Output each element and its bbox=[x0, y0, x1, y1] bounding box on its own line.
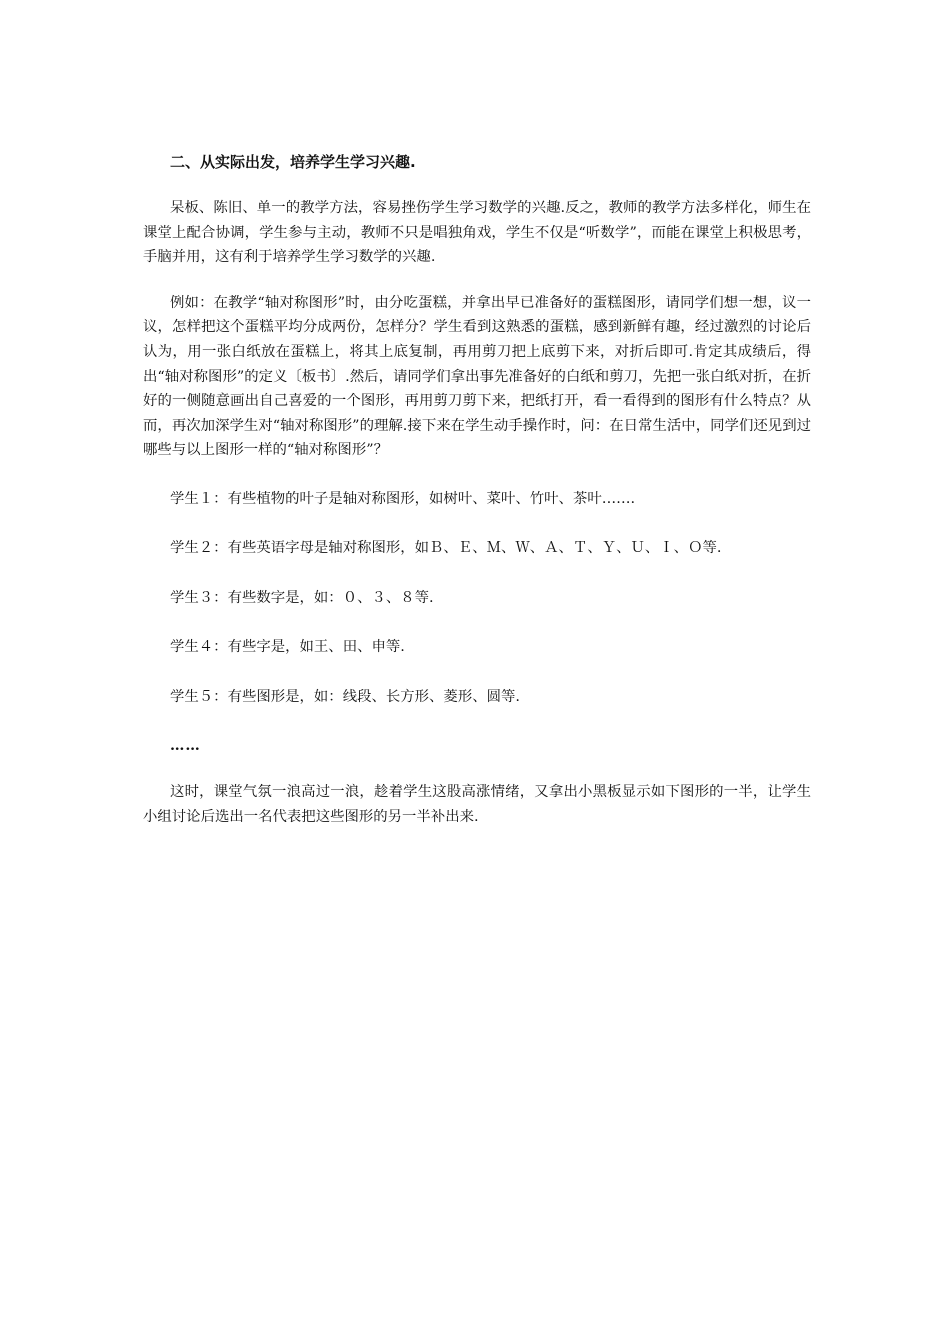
student-answer-3: 学生３：有些数字是，如：０、３、８等. bbox=[170, 589, 434, 606]
student-answer-5: 学生５：有些图形是，如：线段、长方形、菱形、圆等. bbox=[170, 688, 520, 705]
section-heading: 二、从实际出发，培养学生学习兴趣. bbox=[170, 153, 416, 171]
student-answer-4: 学生４：有些字是，如王、田、申等. bbox=[170, 639, 405, 656]
paragraph-closing: 这时，课堂气氛一浪高过一浪，趁着学生这股高涨情绪，又拿出小黑板显示如下图形的一半，让学生小组讨论后选出一名代表把这些图形的另一半补出来. bbox=[143, 784, 811, 826]
student-answer-2: 学生２：有些英语字母是轴对称图形，如Ｂ、Ｅ、Ｍ、Ｗ、Ａ、Ｔ、Ｙ、Ｕ、Ｉ、Ｏ等. bbox=[170, 540, 722, 557]
ellipsis: …… bbox=[170, 737, 201, 755]
paragraph-example: 例如：在教学“轴对称图形”时，由分吃蛋糕，并拿出早已准备好的蛋糕图形，请同学们想一想，议一议，怎样把这个蛋糕平均分成两份，怎样分？学生看到这熟悉的蛋糕，感到新鲜有趣，经过激烈的讨论后认为，用一张白纸放在蛋糕上，将其上底复制，再用剪刀把上底剪下来，对折后即可.肯定其成绩后，得出“轴对称图形”的定义〔板书〕.然后，请同学们拿出事先准备好的白纸和剪刀，先把一张白纸对折，在折好的一侧随意画出自己喜爱的一个图形，再用剪刀剪下来，把纸打开，看一看得到的图形有什么特点？从而，再次加深学生对“轴对称图形”的理解.接下来在学生动手操作时，问：在日常生活中，同学们还见到过哪些与以上图形一样的“轴对称图形”？ bbox=[143, 294, 811, 459]
document-page bbox=[143, 150, 811, 851]
student-answer-1: 学生１：有些植物的叶子是轴对称图形，如树叶、菜叶、竹叶、茶叶……. bbox=[170, 490, 636, 507]
paragraph-teaching-methods: 呆板、陈旧、单一的教学方法，容易挫伤学生学习数学的兴趣.反之，教师的教学方法多样化，师生在课堂上配合协调，学生参与主动，教师不只是唱独角戏，学生不仅是“听数学”，而能在课堂上积极思考，手脑并用，这有利于培养学生学习数学的兴趣. bbox=[143, 200, 811, 266]
